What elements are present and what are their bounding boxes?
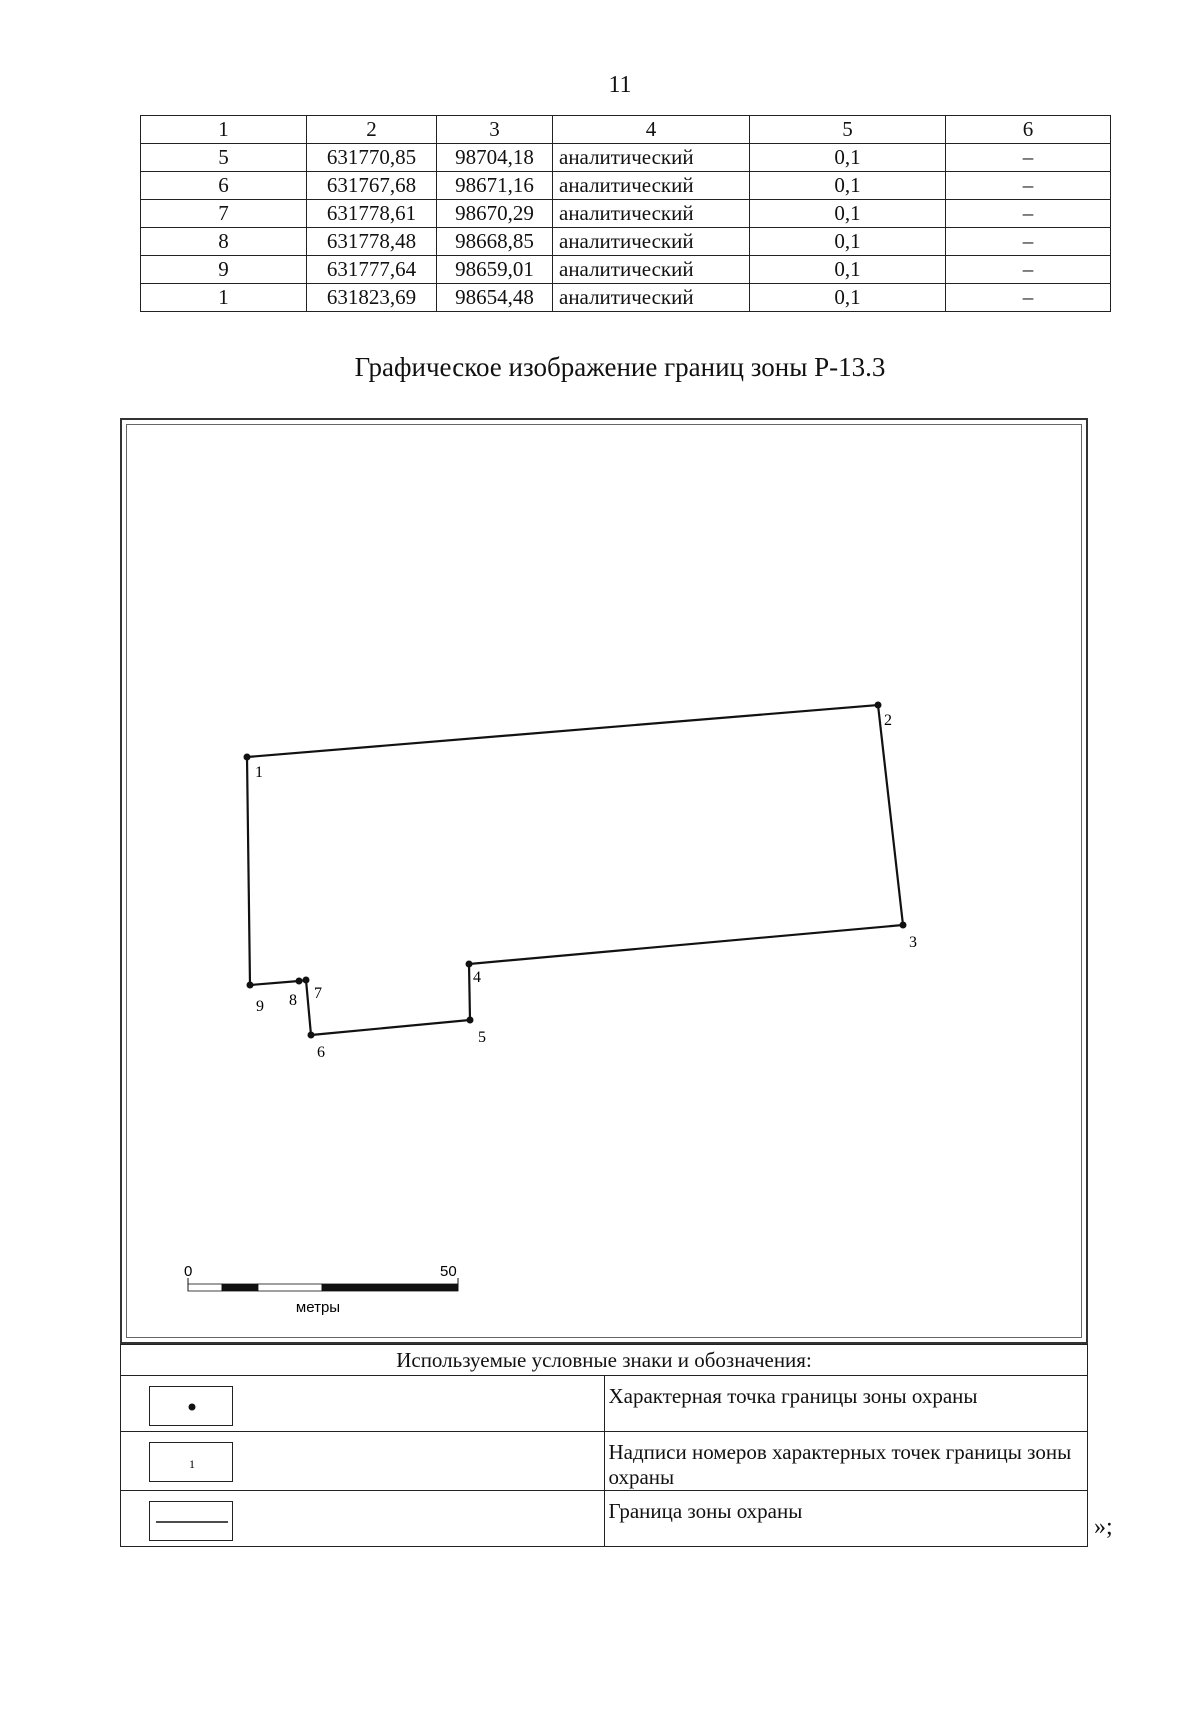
table-cell-col-6: – <box>946 172 1111 200</box>
table-row <box>141 144 1111 172</box>
boundary-point-5 <box>467 1017 474 1024</box>
boundary-point-4 <box>466 961 473 968</box>
table-cell-col-5: 0,1 <box>750 256 946 284</box>
table-cell-col-6: – <box>946 256 1111 284</box>
table-cell-col-6: 6 <box>946 116 1111 144</box>
closing-mark: »; <box>1094 1514 1113 1540</box>
legend-label-line: Граница зоны охраны <box>604 1491 1088 1547</box>
boundary-point-6 <box>308 1032 315 1039</box>
table-cell-col-4: аналитический <box>553 172 750 200</box>
line-symbol-icon <box>149 1501 233 1541</box>
map-frame <box>120 418 1088 1344</box>
point-label-7: 7 <box>314 985 322 1002</box>
number-symbol-icon <box>149 1442 233 1482</box>
table-cell-col-4: 4 <box>553 116 750 144</box>
point-label-1: 1 <box>255 764 263 781</box>
table-cell-col-1: 6 <box>141 172 307 200</box>
scale-segment <box>188 1284 222 1291</box>
table-cell-col-4: аналитический <box>553 228 750 256</box>
table-cell-col-3: 98704,18 <box>437 144 553 172</box>
table-cell-col-4: аналитический <box>553 200 750 228</box>
table-cell-col-3: 98668,85 <box>437 228 553 256</box>
table-cell-col-1: 9 <box>141 256 307 284</box>
table-cell-col-2: 631823,69 <box>307 284 437 312</box>
table-cell-col-1: 5 <box>141 144 307 172</box>
table-cell-col-6: – <box>946 200 1111 228</box>
point-label-2: 2 <box>884 712 892 729</box>
table-cell-col-1: 7 <box>141 200 307 228</box>
point-symbol-icon <box>149 1386 233 1426</box>
table-cell-col-1: 1 <box>141 284 307 312</box>
table-row <box>141 284 1111 312</box>
zone-boundary-line <box>247 705 903 1035</box>
table-cell-col-6: – <box>946 144 1111 172</box>
scale-end-label: 50 <box>440 1263 457 1280</box>
point-label-5: 5 <box>478 1029 486 1046</box>
legend-row-number <box>121 1432 1088 1491</box>
table-cell-col-2: 631767,68 <box>307 172 437 200</box>
legend-label-point: Характерная точка границы зоны охраны <box>604 1376 1088 1432</box>
legend-row-point <box>121 1376 1088 1432</box>
table-cell-col-5: 0,1 <box>750 144 946 172</box>
table-cell-col-3: 98654,48 <box>437 284 553 312</box>
legend-row-line <box>121 1491 1088 1547</box>
boundary-point-9 <box>247 982 254 989</box>
boundary-point-2 <box>875 702 882 709</box>
legend-header: Используемые условные знаки и обозначения: <box>121 1345 1088 1376</box>
table-cell-col-2: 631778,48 <box>307 228 437 256</box>
table-cell-col-4: аналитический <box>553 144 750 172</box>
number-symbol-text: 1 <box>189 1457 195 1471</box>
table-row <box>141 228 1111 256</box>
table-row <box>141 256 1111 284</box>
table-cell-col-5: 0,1 <box>750 284 946 312</box>
table-cell-col-3: 98671,16 <box>437 172 553 200</box>
table-cell-col-5: 0,1 <box>750 200 946 228</box>
table-cell-col-2: 631770,85 <box>307 144 437 172</box>
table-cell-col-3: 98659,01 <box>437 256 553 284</box>
boundary-point-8 <box>296 978 303 985</box>
table-cell-col-6: – <box>946 228 1111 256</box>
table-cell-col-1: 1 <box>141 116 307 144</box>
table-cell-col-5: 0,1 <box>750 172 946 200</box>
legend-table <box>120 1344 1088 1547</box>
scale-segment <box>222 1284 258 1291</box>
legend-label-number: Надписи номеров характерных точек границы зоны охраны <box>604 1432 1088 1491</box>
scale-unit-label: метры <box>295 1299 341 1316</box>
table-row <box>141 172 1111 200</box>
scale-segment <box>258 1284 322 1291</box>
table-cell-col-2: 631778,61 <box>307 200 437 228</box>
point-label-9: 9 <box>256 998 264 1015</box>
boundary-point-7 <box>303 977 310 984</box>
table-cell-col-3: 98670,29 <box>437 200 553 228</box>
section-title: Графическое изображение границ зоны Р-13.3 <box>354 352 886 382</box>
page-number: 11 <box>608 72 632 98</box>
table-cell-col-1: 8 <box>141 228 307 256</box>
table-cell-col-6: – <box>946 284 1111 312</box>
point-label-4: 4 <box>473 969 481 986</box>
point-label-8: 8 <box>289 992 297 1009</box>
table-cell-col-5: 0,1 <box>750 228 946 256</box>
table-row <box>141 200 1111 228</box>
boundary-point-1 <box>244 754 251 761</box>
boundary-point-3 <box>900 922 907 929</box>
point-label-3: 3 <box>909 934 917 951</box>
scale-segment <box>322 1284 458 1291</box>
boundary-map <box>122 420 1090 1346</box>
table-cell-col-5: 5 <box>750 116 946 144</box>
table-cell-col-2: 2 <box>307 116 437 144</box>
table-cell-col-2: 631777,64 <box>307 256 437 284</box>
table-header-row <box>141 116 1111 144</box>
table-cell-col-4: аналитический <box>553 284 750 312</box>
point-label-6: 6 <box>317 1044 325 1061</box>
coordinates-table <box>140 115 1111 312</box>
scale-start-label: 0 <box>184 1263 193 1280</box>
table-cell-col-3: 3 <box>437 116 553 144</box>
table-cell-col-4: аналитический <box>553 256 750 284</box>
